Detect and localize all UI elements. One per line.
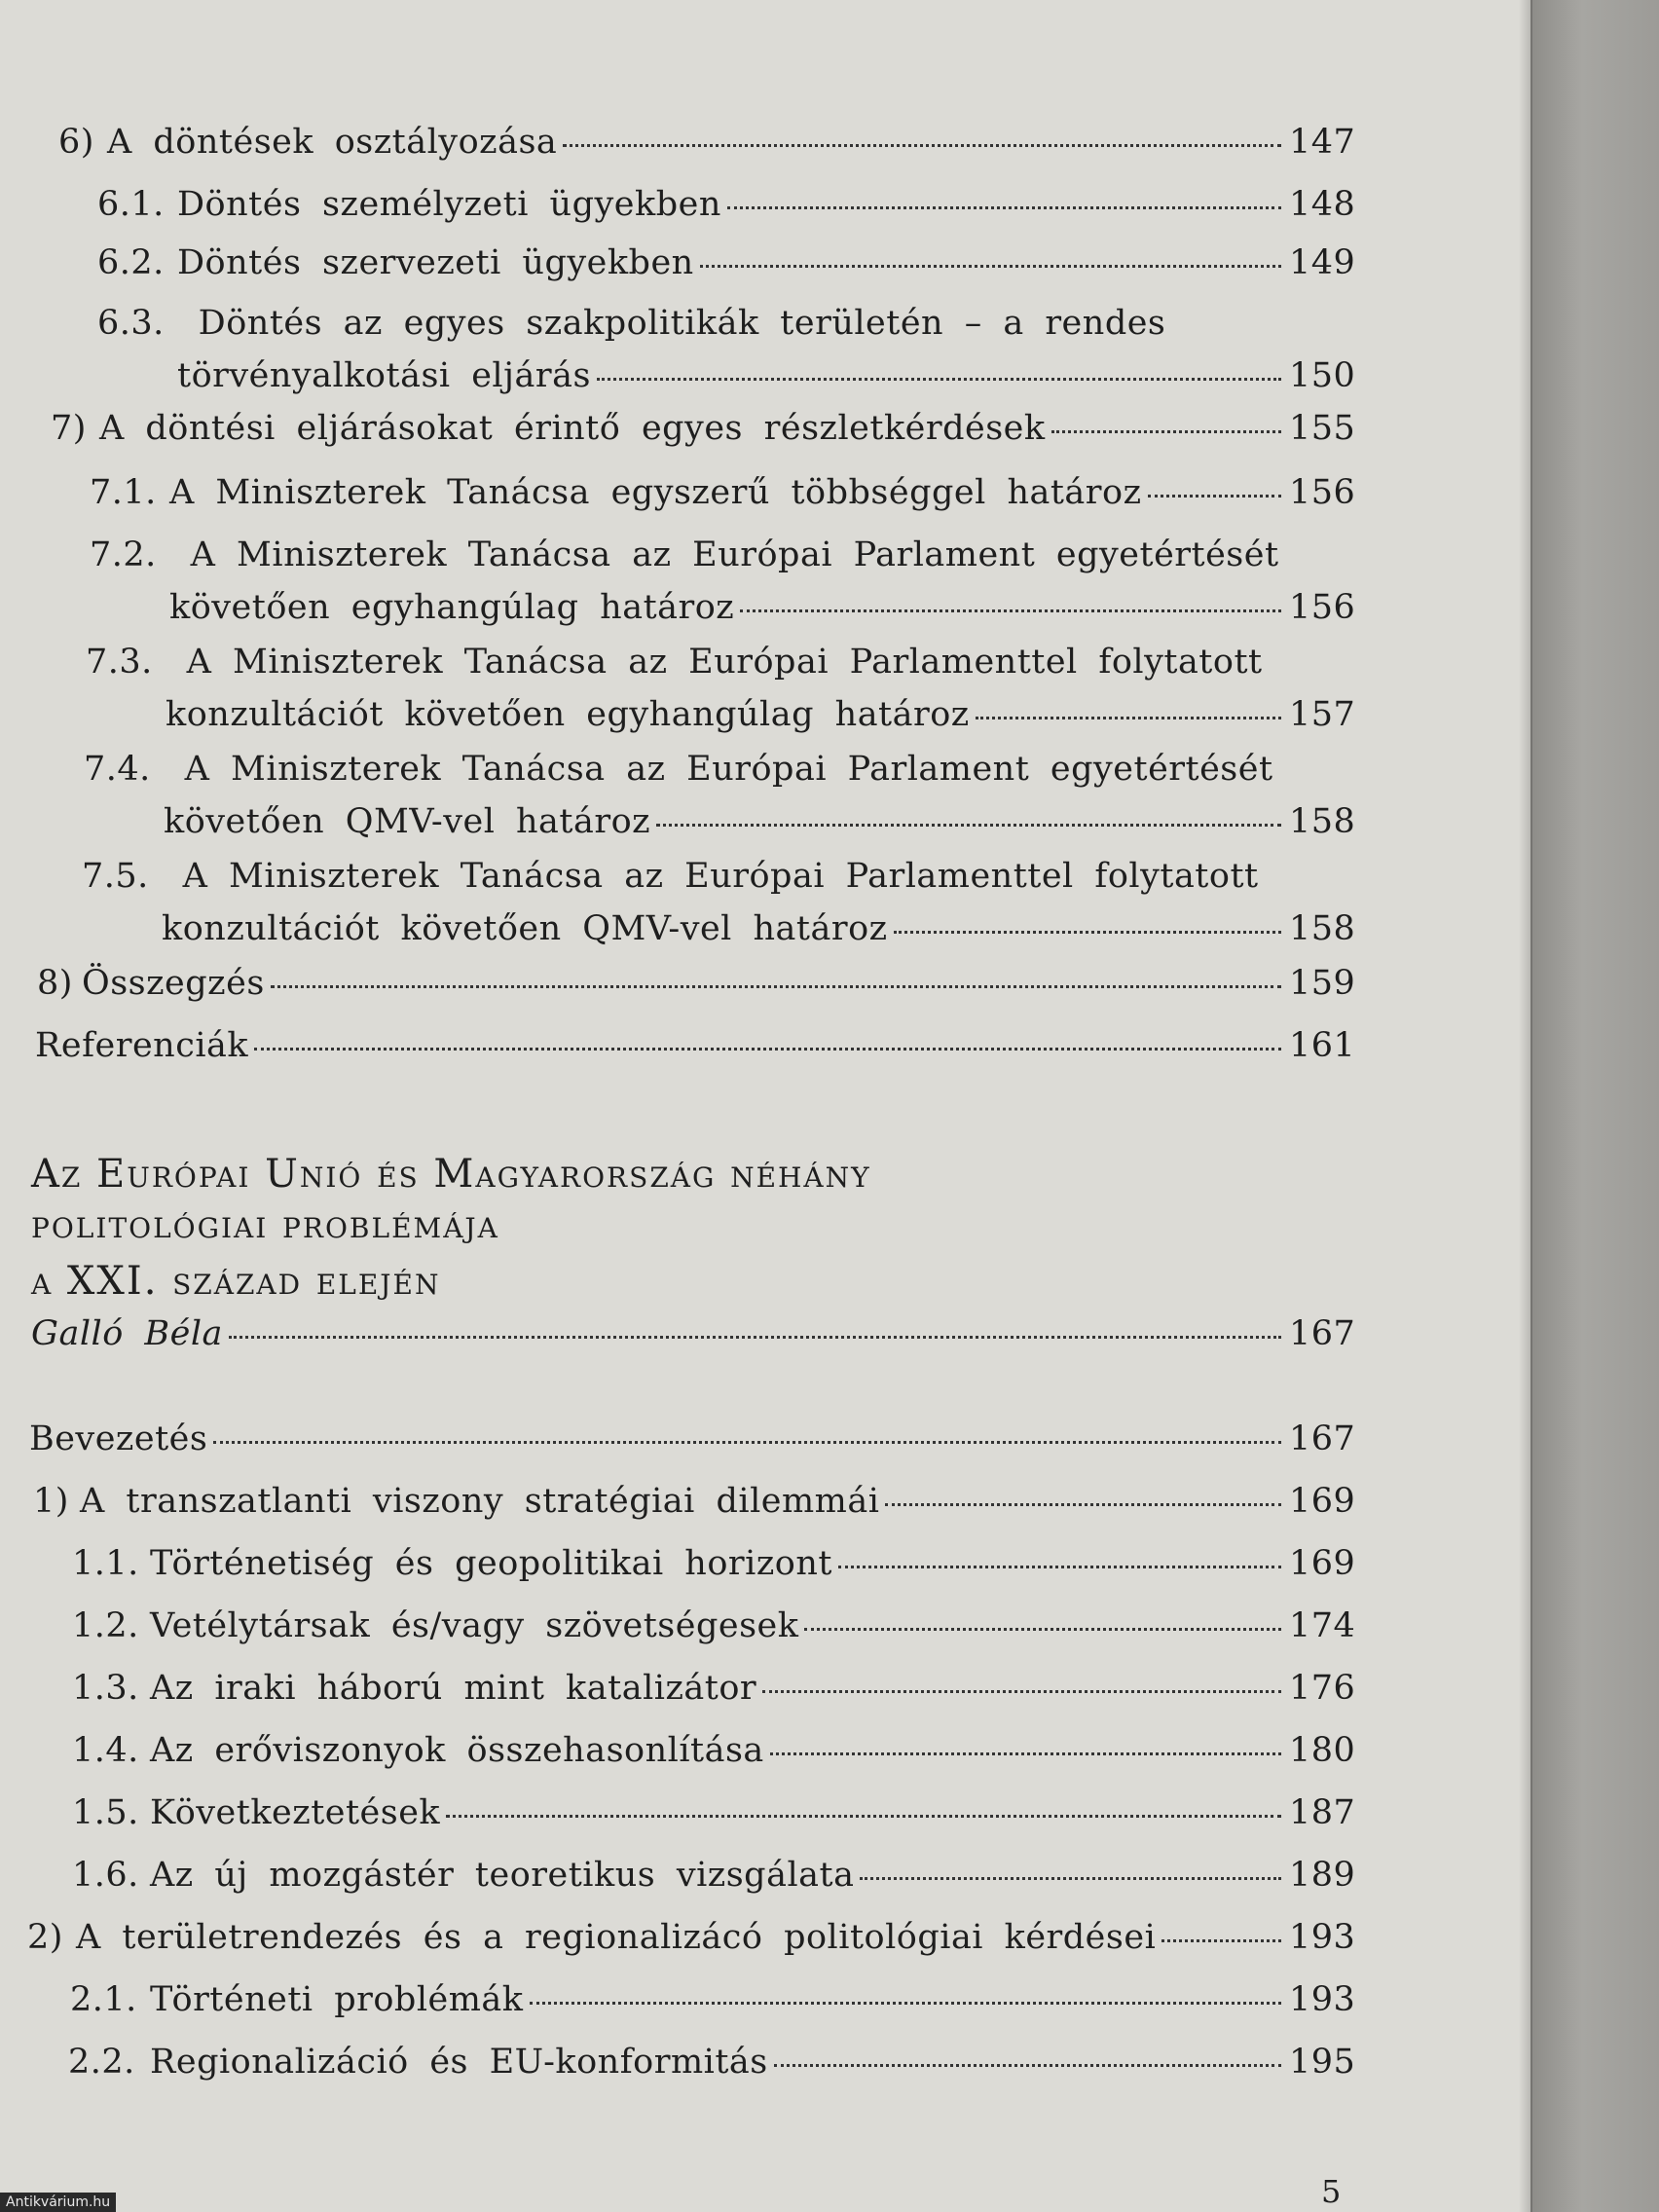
toc-entry-intro [29, 1419, 1356, 1458]
toc-title: Referenciák [35, 1026, 249, 1065]
toc-title: Döntés személyzeti ügyekben [177, 185, 721, 224]
toc-entry-2 [27, 1918, 1356, 1957]
toc-page: 176 [1289, 1669, 1356, 1708]
toc-title-line2: törvényalkotási eljárás [177, 356, 591, 395]
toc-entry-1-6 [72, 1856, 1356, 1895]
toc-title: Következtetések [150, 1793, 441, 1832]
toc-title-line2: követően egyhangúlag határoz [169, 588, 735, 627]
toc-page: 156 [1289, 588, 1356, 627]
toc-number: 7) [51, 409, 87, 448]
author-name: Galló Béla [31, 1314, 223, 1353]
toc-page: 193 [1289, 1918, 1356, 1957]
toc-title: Történetiség és geopolitikai horizont [150, 1544, 832, 1583]
toc-page: 149 [1289, 243, 1356, 282]
book-spine-gutter [1530, 0, 1659, 2212]
toc-entry-7-5 [82, 857, 1356, 948]
toc-title: A döntések osztályozása [107, 123, 558, 162]
toc-entry-references [35, 1026, 1356, 1065]
toc-title: Bevezetés [29, 1419, 208, 1458]
toc-page: 169 [1289, 1544, 1356, 1583]
toc-number: 6) [58, 123, 94, 162]
toc-entry-2-2 [68, 2043, 1356, 2082]
toc-title: Döntés szervezeti ügyekben [177, 243, 694, 282]
toc-title: A területrendezés és a regionalizácó politológiai kérdései [76, 1918, 1157, 1957]
toc-number: 1.2. [72, 1606, 139, 1645]
toc-title: Az új mozgástér teoretikus vizsgálata [150, 1856, 855, 1895]
toc-title: A döntési eljárásokat érintő egyes részletkérdések [99, 409, 1046, 448]
watermark: Antikvárium.hu [0, 2193, 116, 2212]
dot-leader [860, 1877, 1281, 1880]
toc-title-line1: Döntés az egyes szakpolitikák területén – a rendes [198, 304, 1166, 343]
toc-title: Összegzés [82, 964, 265, 1003]
dot-leader [213, 1441, 1281, 1444]
toc-entry-1-4 [72, 1731, 1356, 1770]
toc-title: Történeti problémák [150, 1980, 524, 2019]
dot-leader [254, 1048, 1281, 1051]
toc-number: 1) [33, 1482, 69, 1521]
toc-number: 7.5. [82, 857, 149, 896]
page-number: 5 [1321, 2173, 1342, 2210]
toc-title: Vetélytársak és/vagy szövetségesek [150, 1606, 799, 1645]
dot-leader [563, 144, 1281, 147]
dot-leader [976, 717, 1281, 719]
toc-title-line1: A Miniszterek Tanácsa az Európai Parlamenttel folytatott [182, 857, 1259, 896]
dot-leader [885, 1503, 1281, 1506]
toc-number: 7.1. [90, 473, 157, 512]
dot-leader [229, 1336, 1281, 1339]
toc-entry-2-1 [70, 1980, 1356, 2019]
toc-title: Regionalizáció és EU-konformitás [150, 2043, 768, 2082]
toc-page: 174 [1289, 1606, 1356, 1645]
toc-entry-7 [51, 409, 1356, 448]
toc-entry-1-1 [72, 1544, 1356, 1583]
toc-entry-1-3 [72, 1669, 1356, 1708]
toc-number: 7.3. [86, 643, 153, 682]
toc-title: A Miniszterek Tanácsa egyszerű többséggel határoz [169, 473, 1142, 512]
toc-number: 1.4. [72, 1731, 139, 1770]
toc-page: 150 [1289, 356, 1356, 395]
toc-entry-6-1 [97, 185, 1356, 224]
chapter-title-line3: a XXI. század elején [31, 1259, 441, 1304]
toc-number: 6.2. [97, 243, 165, 282]
toc-number: 2) [27, 1918, 63, 1957]
toc-entry-6-2 [97, 243, 1356, 282]
dot-leader [894, 931, 1281, 934]
toc-number: 1.5. [72, 1793, 139, 1832]
toc-entry-6 [58, 123, 1356, 162]
toc-page: 187 [1289, 1793, 1356, 1832]
toc-title-line2: konzultációt követően egyhangúlag határoz [166, 695, 970, 734]
toc-entry-1 [33, 1482, 1356, 1521]
dot-leader [656, 824, 1281, 827]
toc-page: 157 [1289, 695, 1356, 734]
dot-leader [762, 1690, 1281, 1693]
toc-number: 6.1. [97, 185, 165, 224]
dot-leader [700, 265, 1281, 268]
chapter-author [31, 1314, 1356, 1353]
dot-leader [271, 985, 1281, 988]
toc-entry-6-3 [97, 304, 1356, 395]
toc-page: 195 [1289, 2043, 1356, 2082]
toc-page: 147 [1289, 123, 1356, 162]
toc-number: 2.2. [68, 2043, 135, 2082]
toc-title-line1: A Miniszterek Tanácsa az Európai Parlament egyetértését [184, 750, 1273, 789]
toc-entry-7-2 [90, 535, 1356, 627]
dot-leader [597, 378, 1281, 381]
toc-page: 193 [1289, 1980, 1356, 2019]
dot-leader [446, 1815, 1281, 1818]
dot-leader [530, 2002, 1282, 2005]
toc-entry-1-2 [72, 1606, 1356, 1645]
dot-leader [727, 206, 1281, 209]
toc-number: 8) [37, 964, 73, 1003]
dot-leader [740, 609, 1281, 612]
toc-page: 148 [1289, 185, 1356, 224]
toc-entry-1-5 [72, 1793, 1356, 1832]
dot-leader [838, 1566, 1281, 1568]
toc-number: 2.1. [70, 1980, 137, 2019]
toc-page: 156 [1289, 473, 1356, 512]
toc-number: 1.6. [72, 1856, 139, 1895]
toc-title: Az erőviszonyok összehasonlítása [150, 1731, 764, 1770]
dot-leader [1051, 430, 1281, 433]
toc-page: 158 [1289, 802, 1356, 841]
toc-entry-7-1 [90, 473, 1356, 512]
dot-leader [1148, 495, 1281, 498]
dot-leader [774, 2064, 1281, 2067]
dot-leader [804, 1628, 1281, 1631]
toc-title: A transzatlanti viszony stratégiai dilemmái [80, 1482, 880, 1521]
toc-number: 1.3. [72, 1669, 139, 1708]
toc-number: 7.4. [84, 750, 151, 789]
toc-page: 159 [1289, 964, 1356, 1003]
toc-entry-8 [37, 964, 1356, 1003]
toc-title-line1: A Miniszterek Tanácsa az Európai Parlament egyetértését [190, 535, 1279, 574]
toc-page: 161 [1289, 1026, 1356, 1065]
toc-page: 169 [1289, 1482, 1356, 1521]
dot-leader [770, 1752, 1281, 1755]
toc-entry-7-4 [84, 750, 1356, 841]
toc-number: 6.3. [97, 304, 165, 343]
toc-number: 7.2. [90, 535, 157, 574]
toc-page: 189 [1289, 1856, 1356, 1895]
toc-page: 180 [1289, 1731, 1356, 1770]
toc-entry-7-3 [86, 643, 1356, 734]
toc-title: Az iraki háború mint katalizátor [150, 1669, 757, 1708]
dot-leader [1161, 1939, 1281, 1942]
chapter-title-line1: Az Európai Unió és Magyarország néhány [31, 1152, 871, 1197]
toc-title-line2: konzultációt követően QMV-vel határoz [162, 909, 888, 948]
toc-number: 1.1. [72, 1544, 139, 1583]
toc-page: 167 [1289, 1314, 1356, 1353]
toc-page: 167 [1289, 1419, 1356, 1458]
chapter-title-line2: politológiai problémája [31, 1202, 499, 1247]
toc-title-line2: követően QMV-vel határoz [164, 802, 651, 841]
toc-title-line1: A Miniszterek Tanácsa az Európai Parlamenttel folytatott [186, 643, 1263, 682]
toc-page: 158 [1289, 909, 1356, 948]
toc-page: 155 [1289, 409, 1356, 448]
